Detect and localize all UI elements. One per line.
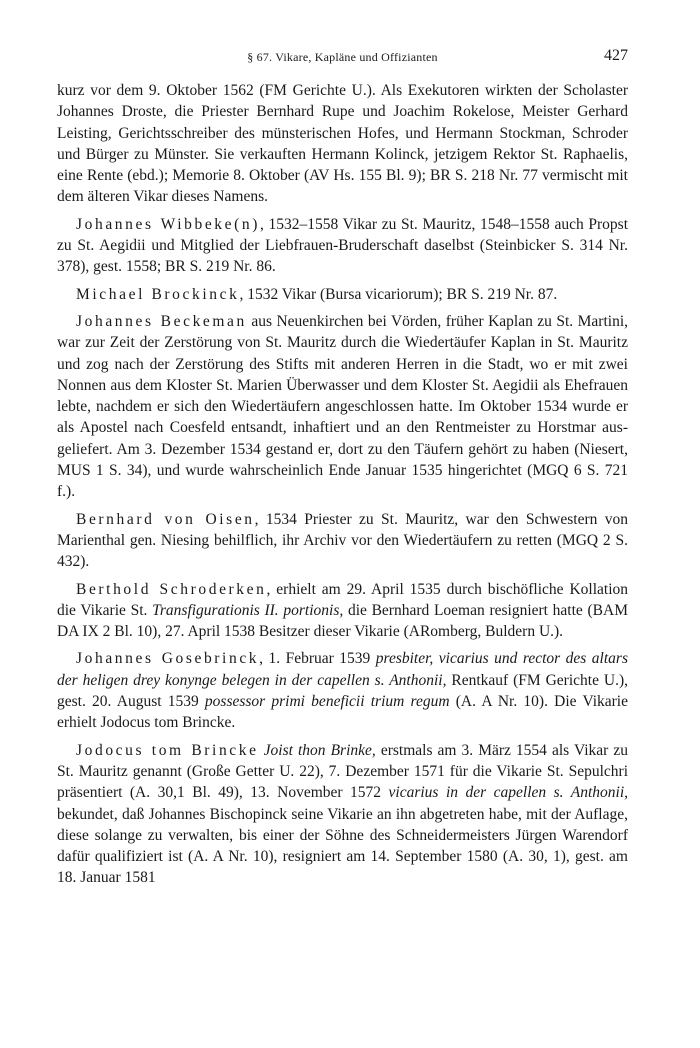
paragraph-text: , 1532–1558 Vikar zu St. Mauritz, 1548–1558 auch Propst zu St. Aegidii und Mitglied der Liebfrauen-Bruderschaft daselbst (Steinbicker S. 314 Nr. 378), gest. 1558; BR S. 219 Nr. 86. [57, 215, 629, 276]
paragraph-entry [57, 740, 628, 889]
paragraph-entry [57, 284, 628, 305]
body-text [57, 80, 628, 895]
paragraph-text: Rentkauf (FM Gerichte U.), gest. 20. August 1539 [57, 671, 628, 711]
entry-name: Michael Brockinck [76, 285, 240, 303]
paragraph-text: bekundet, daß Johannes Bischopinck seine Vikarie an ihn abgetreten habe, mit der Auflage, diese solange zu verwalten, bis einer der Söhne des Schneidermeisters Jürgen Warendorf dafür qualifiziert ist (A. A Nr. 10), resigniert am 14. September 1580 (A. 30, 1), gest. am 18. Januar 1581 [57, 805, 628, 887]
italic-quote: Joist thon Brinke, [263, 741, 376, 759]
entry-name: Johannes Beckeman [76, 312, 247, 330]
paragraph-entry [57, 579, 628, 643]
running-head [57, 47, 628, 67]
paragraph-entry [57, 509, 628, 573]
entry-name: Berthold Schroderken [76, 580, 267, 598]
entry-name: Jodocus tom Brincke [76, 741, 259, 759]
paragraph-text: , 1532 Vikar (Bursa vicariorum); BR S. 219 Nr. 87. [239, 285, 558, 303]
paragraph-text: , erhielt am 29. April 1535 durch bischöfliche Kollation die Vikarie St. [57, 580, 629, 619]
paragraph-text: (A. A Nr. 10). Die Vikarie erhielt Jodocus tom Brincke. [57, 693, 628, 732]
paragraph-text: erstmals am 3. März 1554 als Vikar zu St. Mauritz genannt (Große Getter U. 22), 7. Dezember 1571 für die Vikarie St. Sepulchri präsentiert (A. 30,1 Bl. 49), 13. November 1572 [57, 741, 628, 802]
paragraph-text: , 1534 Priester zu St. Mauritz, war den Schwestern von Marienthal gen. Niesing behilflich, ihr Archiv vor den Wiedertäufern zu retten (MGQ 2 S. 432). [57, 510, 628, 571]
paragraph-text: , 1. Februar 1539 [259, 650, 376, 668]
italic-quote: possessor primi beneficii trium regum [204, 693, 450, 711]
italic-quote: Transfigurationis II. portionis, [152, 601, 344, 619]
entry-name: Bernhard von Oisen [76, 510, 255, 528]
italic-quote: presbiter, vicarius und rector des altars der heligen drey konynge belegen in der capellen s. Anthonii, [57, 650, 628, 689]
italic-quote: vicarius in der capellen s. Anthonii, [388, 784, 628, 802]
entry-name: Johannes Wibbeke(n) [76, 215, 261, 233]
entry-name: Johannes Gosebrinck [76, 650, 260, 668]
paragraph-text: kurz vor dem 9. Oktober 1562 (FM Gerichte U.). Als Exekutoren wirkten der Scholaster Johannes Droste, die Priester Bernhard Rupe und Joachim Rokelose, Meister Gerhard Leisting, Gerichtsschreiber des münsterischen Hofes, und Hermann Stockman, Schroder und Bürger zu Münster. Sie verkauften Hermann Kolinck, jetzigem Rektor St. Raphaelis, eine Rente (ebd.); Memorie 8. Oktober (AV Hs. 155 Bl. 9); BR S. 218 Nr. 77 vermischt mit dem älteren Vikar dieses Namens. [57, 82, 628, 206]
paragraph-text: aus Neuenkirchen bei Vörden, früher Kaplan zu St. Martini, war zur Zeit der Zerstörung von St. Mauritz durch die Wiedertäufer Kaplan in St. Mauritz und zog nach der Zerstörung des Stifts mit anderen Herren in die Stadt, wo er mit zwei Nonnen aus dem Kloster St. Marien Überwasser und dem Kloster St. Aegidii als Ehefrauen lebte, nachdem er sich den Wiedertäufern angeschlossen hatte. Im Oktober 1534 wurde er als Apostel nach Coesfeld entsandt, inhaftiert und an den Rentmeister zu Horstmar ausgeliefert. Am 3. Dezember 1534 gestand er, dort zu den Täufern gehört zu haben (Niesert, MUS 1 S. 34), und wurde wahrscheinlich Ende Januar 1535 hingerichtet (MGQ 6 S. 721 f.). [57, 312, 628, 501]
paragraph-entry [57, 648, 628, 733]
running-head-title: § 67. Vikare, Kapläne und Offizianten [247, 50, 438, 64]
paragraph-entry [57, 311, 628, 503]
paragraph-continued [57, 80, 628, 208]
page-number: 427 [604, 47, 628, 64]
paragraph-text: die Bernhard Loeman resigniert hatte (BAM DA IX 2 Bl. 10), 27. April 1538 Besitzer dieser Vikarie (ARomberg, Buldern U.). [57, 601, 628, 641]
paragraph-entry [57, 214, 628, 278]
